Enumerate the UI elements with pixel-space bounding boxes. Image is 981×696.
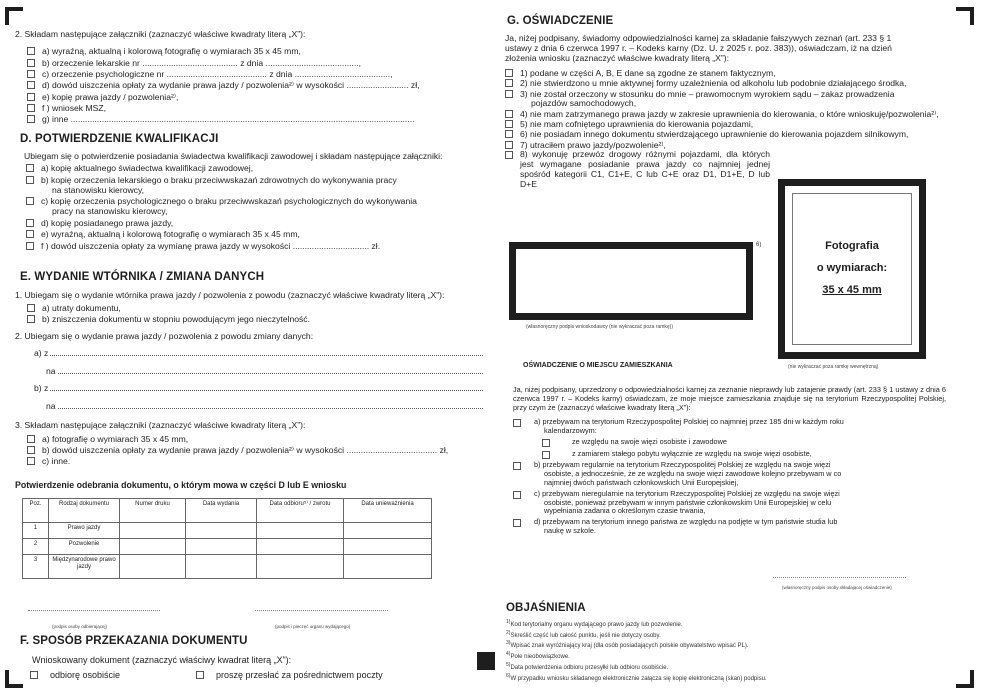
column-header: Data odbioru⁵⁾ / zwrotu	[257, 498, 344, 522]
declaration-item[interactable]: 3) nie został orzeczony w stosunku do mnie – prawomocnym wyrokiem sądu – zakaz prowadzenia	[505, 89, 975, 99]
checkbox[interactable]	[27, 115, 35, 123]
residence-option-a-cont: kalendarzowym:	[544, 426, 597, 436]
qualification-item[interactable]: b) kopię orzeczenia lekarskiego o braku przeciwwskazań zdrowotnych do wykonywania pracy	[26, 175, 485, 185]
photo-inner-frame: Fotografia o wymiarach: 35 x 45 mm	[792, 193, 912, 345]
cell-input[interactable]	[120, 554, 186, 578]
qualification-item-cont: pracy na stanowisku kierowcy,	[52, 206, 168, 217]
table-row: 3 Międzynarodowe prawo jazdy	[23, 554, 432, 578]
residence-option-c-cont: osobiste, ponieważ przebywam w innym państwie członkowskim Unii Europejskiej w celu	[544, 497, 832, 507]
cell-input[interactable]	[120, 522, 186, 538]
qualification-item[interactable]: a) kopię aktualnego świadectwa kwalifikacji zawodowej,	[26, 163, 485, 175]
attachment-item[interactable]: d) dowód uiszczenia opłaty za wydanie prawa jazdy / pozwolenia²⁾ w wysokości .......................... zł,	[27, 80, 485, 91]
checkbox[interactable]	[26, 176, 34, 184]
checkbox[interactable]	[27, 457, 35, 465]
change-line[interactable]: na	[34, 401, 483, 411]
checkbox[interactable]	[26, 219, 34, 227]
cell-input[interactable]	[120, 538, 186, 554]
photo-frame[interactable]	[778, 179, 926, 359]
declaration-item[interactable]: 2) nie stwierdzono u mnie aktywnej formy uzależnienia od alkoholu lub podobnie działającego środka,	[505, 78, 975, 88]
cell-input[interactable]	[257, 538, 344, 554]
signature-footnote-ref: 6)	[756, 242, 762, 248]
receipt-table	[22, 498, 432, 579]
section-e	[15, 271, 485, 467]
section-g-intro: Ja, niżej podpisany, świadomy odpowiedzialności karnej za składanie fałszywych zeznań (art. 233 § 1 ustawy z dnia 6 czerwca 1997 r. – Kodeks karny (Dz. U. z 2025 r. poz. 383)), oświadczam, iż na dzień złożenia wniosku (zaznaczyć właściwe kwadraty literą „X”):	[505, 32, 892, 64]
column-header: Data wydania	[186, 498, 257, 522]
input-dotted-line[interactable]	[58, 366, 483, 374]
checkbox[interactable]	[505, 151, 513, 159]
receipt-signature-left[interactable]	[28, 610, 160, 611]
delivery-option-personal[interactable]: odbiorę osobiście	[30, 670, 196, 681]
residence-signature-caption: (własnoręczny podpis osoby składającej oświadczenie)	[782, 585, 892, 590]
declaration-item[interactable]: 7) utraciłem prawo jazdy/pozwolenie²⁾,	[505, 140, 975, 150]
input-dotted-line[interactable]	[50, 348, 483, 356]
column-header: Rodzaj dokumentu	[49, 498, 120, 522]
checkbox[interactable]	[542, 451, 550, 459]
checkbox[interactable]	[542, 439, 550, 447]
photo-caption: (nie wykraczać poza ramkę wewnętrzną)	[788, 364, 879, 370]
residence-option-d[interactable]: d) przebywam na terytorium innego państwa ze względu na podjęte w tym państwie studia lub	[513, 518, 946, 527]
section-d	[20, 133, 485, 253]
residence-section	[513, 386, 946, 536]
attachments-section-2	[15, 29, 485, 125]
checkbox[interactable]	[27, 446, 35, 454]
checkbox[interactable]	[513, 419, 521, 427]
attachment-item[interactable]: c) inne.	[27, 456, 485, 467]
checkbox[interactable]	[26, 242, 34, 250]
section-e-q3: 3. Składam następujące załączniki (zaznaczyć właściwe kwadraty literą „X”):	[15, 420, 306, 431]
checkbox[interactable]	[27, 81, 35, 89]
declaration-item[interactable]: 5) nie mam cofniętego uprawnienia do kierowania pojazdami,	[505, 119, 975, 129]
checkbox[interactable]	[27, 315, 35, 323]
residence-option-d-cont: naukę w szkole.	[544, 526, 596, 535]
receipt-title: Potwierdzenie odebrania dokumentu, o którym mowa w części D lub E wniosku	[15, 480, 347, 490]
residence-option-a[interactable]: a) przebywam na terytorium Rzeczypospolitej Polskiej co najmniej przez 185 dni w każdym roku	[513, 418, 946, 427]
cell-input[interactable]	[186, 554, 257, 578]
checkbox[interactable]	[27, 435, 35, 443]
section-f-title: F. SPOSÓB PRZEKAZANIA DOKUMENTU	[20, 635, 248, 647]
cell-input[interactable]	[186, 538, 257, 554]
checkbox[interactable]	[505, 141, 513, 149]
checkbox[interactable]	[505, 120, 513, 128]
checkbox[interactable]	[30, 671, 38, 679]
checkbox[interactable]	[505, 130, 513, 138]
input-dotted-line[interactable]	[58, 401, 483, 409]
checkbox[interactable]	[505, 110, 513, 118]
note-item: $^{1)}$Kod terytorialny organu wydającego prawo jazdy lub pozwolenie.	[506, 618, 683, 628]
change-line[interactable]: na	[34, 366, 483, 376]
note-item: $^{2)}$Skreślić część lub całość punktu, jeśli nie dotyczy osoby.	[506, 629, 661, 639]
checkbox[interactable]	[505, 79, 513, 87]
checkbox[interactable]	[27, 104, 35, 112]
residence-option-b[interactable]: b) przebywam regularnie na terytorium Rzeczypospolitej Polskiej ze względu na swoje więzi	[513, 461, 946, 470]
qualification-item[interactable]: c) kopię orzeczenia psychologicznego o braku przeciwwskazań psychologicznych do wykonywania	[26, 196, 485, 206]
receipt-signature-right-caption: (podpis i pieczęć organu wydającego)	[275, 624, 351, 629]
attachment-item[interactable]: c) orzeczenie psychologiczne nr .......................................... z dnia ........................................,	[27, 69, 485, 80]
checkbox[interactable]	[27, 304, 35, 312]
column-header: Data unieważnienia	[344, 498, 432, 522]
attachment-item[interactable]: e) kopię prawa jazdy / pozwolenia²⁾,	[27, 92, 485, 103]
checkbox[interactable]	[513, 519, 521, 527]
qualification-item[interactable]: e) wyraźną, aktualną i kolorową fotografię o wymiarach 35 x 45 mm,	[26, 229, 485, 241]
change-line[interactable]: b) z	[34, 383, 483, 393]
section-g-title: G. OŚWIADCZENIE	[507, 15, 614, 27]
column-header: Poz.	[23, 498, 49, 522]
section-e-title: E. WYDANIE WTÓRNIKA / ZMIANA DANYCH	[20, 271, 265, 283]
notes-title: OBJAŚNIENIA	[506, 602, 586, 614]
checkbox[interactable]	[26, 164, 34, 172]
cell-input[interactable]	[344, 554, 432, 578]
checkbox[interactable]	[513, 491, 521, 499]
attachment-item[interactable]: a) fotografię o wymiarach 35 x 45 mm,	[27, 434, 485, 445]
cell-input[interactable]	[344, 522, 432, 538]
checkbox[interactable]	[26, 230, 34, 238]
residence-option-c[interactable]: c) przebywam nieregularnie na terytorium Rzeczypospolitej Polskiej ze względu na swoje więzi	[513, 490, 946, 499]
checkbox[interactable]	[505, 69, 513, 77]
checkbox[interactable]	[196, 671, 204, 679]
attachment-item[interactable]: f ) wniosek MSZ,	[27, 103, 485, 114]
residence-option-c-cont: wypełniania zadania o określonym czasie trwania,	[544, 506, 706, 516]
residence-title: OŚWIADCZENIE O MIEJSCU ZAMIESZKANIA	[523, 362, 673, 369]
notes-section	[506, 602, 946, 684]
checkbox[interactable]	[27, 47, 35, 55]
checkbox[interactable]	[513, 462, 521, 470]
declaration-item-cont: pojazdów samochodowych,	[531, 98, 637, 109]
section-d-title: D. POTWIERDZENIE KWALIFIKACJI	[20, 133, 219, 145]
residence-suboption[interactable]: ze względu na swoje więzi osobiste i zawodowe	[513, 438, 946, 447]
section-e-q1: 1. Ubiegam się o wydanie wtórnika prawa jazdy / pozwolenia z powodu (zaznaczyć właściwe kwadraty literą „X”):	[15, 289, 445, 300]
checkbox[interactable]	[27, 93, 35, 101]
note-item: $^{3)}$Wpisać znak wyróżniający kraj (dla osób posiadających polskie obywatelstwo wpisać PL).	[506, 640, 749, 650]
table-row: 1 Prawo jazdy	[23, 522, 432, 538]
cell-input[interactable]	[257, 554, 344, 578]
qualification-item[interactable]: d) kopię posiadanego prawa jazdy,	[26, 218, 485, 230]
signature-caption: (własnoręczny podpis wnioskodawcy (nie wykraczać poza ramkę))	[526, 324, 673, 330]
note-item: $^{5)}$Data potwierdzenia odbioru przesyłki lub odbioru osobiście.	[506, 661, 669, 671]
note-item: $^{4)}$Pole nieobowiązkowe.	[506, 651, 570, 661]
checkbox[interactable]	[27, 70, 35, 78]
checkbox[interactable]	[27, 59, 35, 67]
attachment-item[interactable]: a) wyraźną, aktualną i kolorową fotografię o wymiarach 35 x 45 mm,	[27, 46, 485, 57]
attachment-item[interactable]: b) orzeczenie lekarskie nr ........................................ z dnia .......................................,	[27, 58, 485, 69]
qualification-item[interactable]: f ) dowód uiszczenia opłaty za wymianę prawa jazdy w wysokości ................................ zł.	[26, 241, 485, 253]
residence-intro: Ja, niżej podpisany, uprzedzony o odpowiedzialności karnej za zeznanie nieprawdy lub zatajenie prawdy (art. 233 § 1 ustawy z dnia 6 czerwca 1997 r. – Kodeks karny) oświadczam, że moje miejsce zamieszkania znajduje się na terytorium Rzeczypospolitej Polskiej, przy czym że (zaznaczyć właściwe kwadraty literą „X”):	[513, 385, 946, 412]
attachment-item[interactable]: g) inne ................................................................................................................................................	[27, 114, 485, 125]
column-header: Numer druku	[120, 498, 186, 522]
signature-frame[interactable]	[509, 242, 753, 320]
residence-option-b-cont: osobiste, a jednocześnie, że ze względu na swoje więzi zawodowe kolejno przebywam w co	[544, 469, 842, 478]
cell-input[interactable]	[257, 522, 344, 538]
delivery-option-post[interactable]: proszę przesłać za pośrednictwem poczty	[196, 670, 383, 681]
section-f-intro: Wnioskowany dokument (zaznaczyć właściwy kwadrat literą „X”):	[32, 654, 292, 665]
duplicate-reason-item[interactable]: b) zniszczenia dokumentu w stopniu powodującym jego nieczytelność.	[27, 314, 485, 325]
attachment-item[interactable]: b) dowód uiszczenia opłaty za wydanie prawa jazdy / pozwolenia²⁾ w wysokości ...................................... zł,	[27, 445, 485, 456]
note-item: $^{6)}$W przypadku wniosku składanego elektronicznie załącza się kopię elektroniczną (skan) podpisu.	[506, 672, 767, 682]
receipt-signature-right[interactable]	[255, 610, 388, 611]
checkbox[interactable]	[505, 90, 513, 98]
section-d-intro: Ubiegam się o potwierdzenie posiadania świadectwa kwalifikacji zawodowej i składam następujące załączniki:	[24, 150, 443, 161]
qualification-item-cont: na stanowisku kierowcy,	[52, 184, 145, 195]
change-line[interactable]: a) z	[34, 348, 483, 358]
checkbox[interactable]	[26, 197, 34, 205]
residence-signature-line[interactable]	[773, 577, 906, 578]
residence-option-b-cont: najmniej dwóch państwach członkowskich Unii Europejskiej,	[544, 477, 739, 487]
cell-input[interactable]	[186, 522, 257, 538]
receipt-section	[15, 480, 485, 579]
declaration-item[interactable]: 8) wykonuję przewóz drogowy różnymi pojazdami, dla których jest wymagane posiadanie prawa jazdy co najmniej jednej spośród kategorii C1, C1+E, C lub C+E oraz D1, D1+E, D lub D+E	[505, 150, 975, 190]
section-f	[20, 635, 480, 680]
residence-suboption[interactable]: z zamiarem stałego pobytu wyłącznie ze względu na swoje więzi osobiste,	[513, 450, 946, 459]
declaration-item[interactable]: 6) nie posiadam innego dokumentu stwierdzającego uprawnienie do kierowania pojazdem silnikowym,	[505, 129, 975, 139]
declaration-item[interactable]: 1) podane w części A, B, E dane są zgodne ze stanem faktycznym,	[505, 68, 975, 78]
duplicate-reason-item[interactable]: a) utraty dokumentu,	[27, 303, 485, 314]
corner-mark-bottom-right	[956, 670, 974, 688]
declaration-item[interactable]: 4) nie mam zatrzymanego prawa jazdy w zakresie uprawnienia do kierowania, o które wnioskuję/pozwolenia²⁾,	[505, 109, 975, 119]
corner-mark-top-left	[5, 7, 23, 25]
table-row: 2 Pozwolenie	[23, 538, 432, 554]
section-g	[505, 15, 975, 190]
attachments-heading: 2. Składam następujące załączniki (zaznaczyć właściwe kwadraty literą „X”):	[15, 29, 306, 39]
input-dotted-line[interactable]	[50, 383, 483, 391]
section-e-q2: 2. Ubiegam się o wydanie prawa jazdy / pozwolenia z powodu zmiany danych:	[15, 330, 314, 341]
cell-input[interactable]	[344, 538, 432, 554]
receipt-signature-left-caption: (podpis osoby odbierającej)	[52, 624, 108, 629]
